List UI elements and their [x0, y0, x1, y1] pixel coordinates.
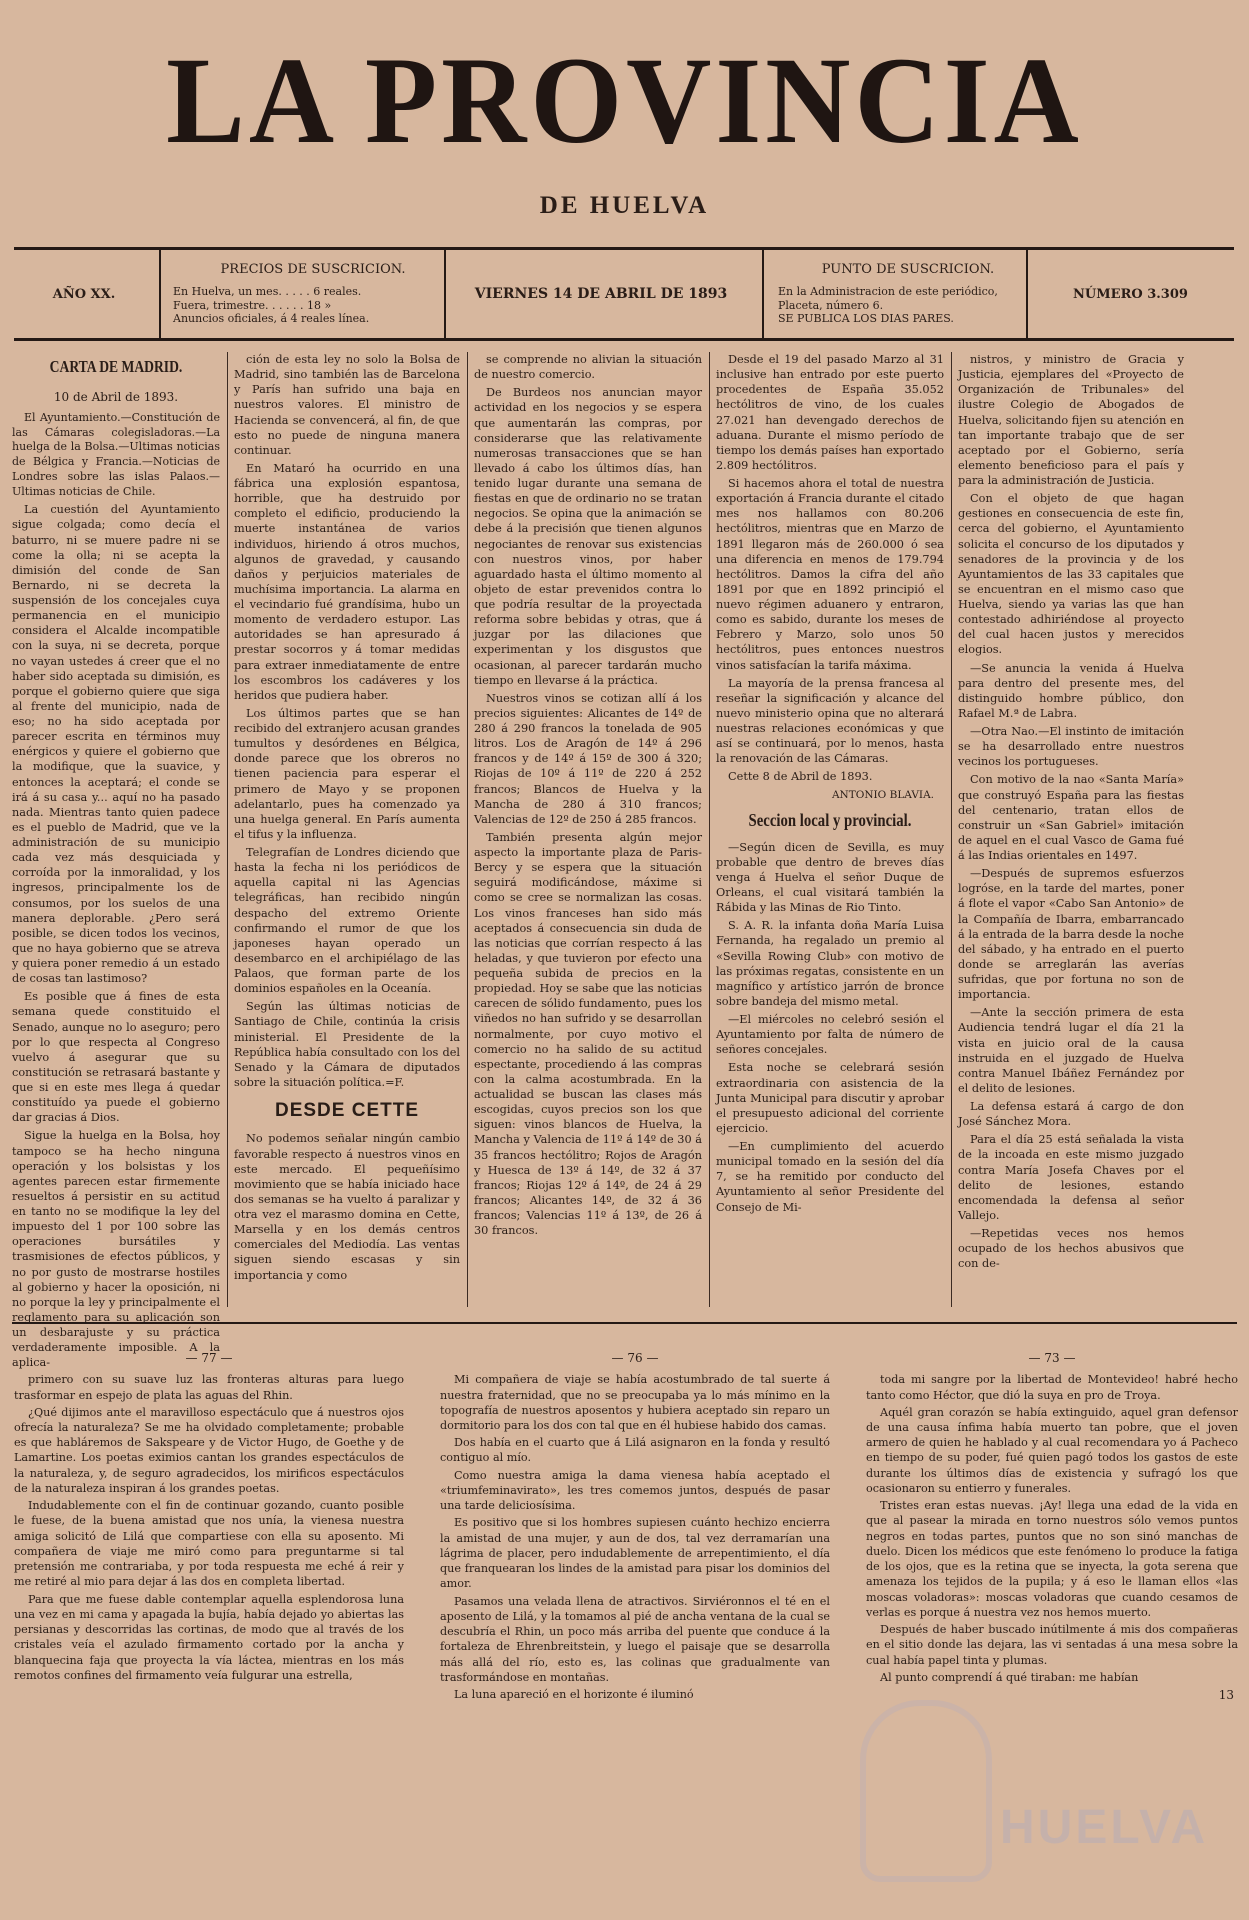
paragraph: Esta noche se celebrará sesión extraordinaria con asistencia de la Junta Municipal para discutir y aprobar el presupuesto adicional del corriente ejercicio.	[716, 1061, 944, 1135]
page-number: — 73 —	[1028, 1351, 1076, 1365]
column-rule	[227, 352, 228, 1307]
paragraph: primero con su suave luz las fronteras alturas para luego trasformar en espejo de plata las aguas del Rhin.	[14, 1373, 404, 1402]
paragraph: S. A. R. la infanta doña María Luisa Fernanda, ha regalado un premio al «Sevilla Rowing Club» con motivo de las próximas regatas, consistente en un magnífico y artístico jarrón de bronce sobre bandeja del mismo metal.	[716, 919, 944, 1008]
column-rule	[951, 352, 952, 1307]
paragraph: Nuestros vinos se cotizan allí á los precios siguientes: Alicantes de 14º de 280 á 290 francos la tonelada de 905 litros. Los de Aragón de 14º á 296 francos y de 14º á 15º de 300 á 320; Riojas de 10º á 11º de 220 á 252 francos; Blancos de Huelva y la Mancha de 280 á 310 francos; Valencias de 12º de 250 á 285 francos.	[474, 691, 702, 826]
paragraph: —Ante la sección primera de esta Audiencia tendrá lugar el día 21 la vista en juicio oral de la causa instruida en el juzgado de Huelva contra Manuel Ibáñez Fernández por el delito de lesiones.	[958, 1006, 1184, 1095]
feuilleton-divider	[12, 1322, 1237, 1324]
paragraph: Indudablemente con el fin de continuar gozando, cuanto posible le fuese, de la buena amistad que nos unía, la vienesa nuestra amiga solicitó de Lilá que compartiese con ella su aposento. Mi compañera de viaje me miró como para preguntarme si tal pretensión me contrariaba, y por toda respuesta me eché á reir y me retiré al mio para dejar á las dos en completa libertad.	[14, 1499, 404, 1589]
column-rule	[709, 352, 710, 1307]
prices-line: En Huelva, un mes. . . . . 6 reales.	[173, 284, 362, 298]
paragraph: Después de haber buscado inútilmente á mis dos compañeras en el sitio donde las dejara, las vi sentadas á una mesa sobre la cual había papel tinta y plumas.	[866, 1623, 1238, 1667]
paragraph: Con el objeto de que hagan gestiones en consecuencia de este fin, cerca del gobierno, el Ayuntamiento solicita el concurso de los diputados y senadores de la provincia y de los Ayuntamientos de las 33 capitales que se encuentran en el mismo caso que Huelva, siendo ya varias las que han contestado adhiriéndose al proyecto del cual hacen justos y merecidos elogios.	[958, 492, 1184, 657]
signature: ANTONIO BLAVIA.	[831, 788, 934, 801]
paragraph: Dos había en el cuarto que á Lilá asignaron en la fonda y resultó contiguo al mío.	[440, 1436, 830, 1465]
paragraph: —Se anuncia la venida á Huelva para dentro del presente mes, del distinguido hombre público, don Rafael M.ª de Labra.	[958, 661, 1184, 720]
paragraph: Con motivo de la nao «Santa María» que construyó España para las fiestas del centenario, tratan ellos de construir un «San Gabriel» imitación de aquel en el cual Vasco de Gama fué á las Indias orientales en 1497.	[958, 773, 1184, 862]
paragraph: También presenta algún mejor aspecto la importante plaza de Paris-Bercy y se espera que la situación seguirá modificándose, máxime si como se cree se normalizan las cosas. Los vinos franceses han sido más aceptados á consecuencia sin duda de las noticias que corrían respecto á las heladas, y que tuvieron por efecto una pequeña subida de precios en la propiedad. Hoy se sabe que las noticias carecen de sólido fundamento, pues los viñedos no han sufrido y se desarrollan normalmente, por cuyo motivo el comercio no ha salido de su actitud espectante, procediendo á las compras con la calma acostumbrada. En la actualidad se buscan las clases más escogidas, cuyos precios son los que siguen: vinos blancos de Huelva, la Mancha y Valencia de 11º á 14º de 30 á 35 francos hectólitro; Rojos de Aragón y Huesca de 13º á 14º, de 32 á 37 francos; Riojas 12º á 14º, de 24 á 29 francos; Alicantes 14º, de 32 á 36 francos; Valencias 11º á 13º, de 26 á 30 francos.	[474, 830, 702, 1238]
article-title: CARTA DE MADRID.	[49, 357, 183, 376]
prices-heading: PRECIOS DE SUSCRICION.	[220, 261, 406, 277]
paragraph: De Burdeos nos anuncian mayor actividad en los negocios y se espera que aumentarán las compras, por considerarse que las relativamente numerosas transacciones que se han llevado á cabo los últimos días, han tenido lugar durante una semana de fiestas en que de ordinario no se tratan negocios. Se opina que la animación se debe á la precisión que tienen algunos negociantes de renovar sus existencias con nuestros vinos, por haber aguardado hasta el último momento al objeto de estar prevenidos contra lo que podría resultar de la proyectada reforma sobre bebidas y otras, que á juzgar por las dilaciones que experimentan y los disgustos que ocasionan, al parecer tardarán mucho tiempo en llevarse á la práctica.	[474, 386, 702, 687]
info-bar	[14, 247, 1234, 341]
paragraph: Para que me fuese dable contemplar aquella esplendorosa luna una vez en mi cama y apagada la bujía, había dejado yo abiertas las persianas y descorridas las cortinas, de modo que al través de los cristales veía el azulado firmamento cortado por la ancha y blanquecina faja que proyecta la vía láctea, mientras en los más remotos confines del firmamento veía fulgurar una estrella,	[14, 1592, 404, 1682]
paragraph: Si hacemos ahora el total de nuestra exportación á Francia durante el citado mes nos hallamos con 80.206 hectólitros, mientras que en Marzo de 1891 llegaron más de 260.000 ó sea una diferencia en menos de 179.794 hectólitros. Damos la cifra del año 1891 por que en 1892 principió el nuevo régimen aduanero y entraron, como es sabido, durante los meses de Febrero y Marzo, solo unos 50 hectólitros, pues entonces nuestros vinos satisfacían la tarifa máxima.	[716, 477, 944, 672]
paragraph: No podemos señalar ningún cambio favorable respecto á nuestros vinos en este mercado. El pequeñísimo movimiento que se había iniciado hace dos semanas se ha vuelto á paralizar y otra vez el marasmo domina en Cette, Marsella y en los demás centros comerciales del Mediodía. Las ventas siguen siendo escasas y sin importancia y como	[234, 1132, 460, 1282]
paragraph: Mi compañera de viaje se había acostumbrado de tal suerte á nuestra fraternidad, que no se preocupaba ya lo más mínimo en la topografía de nuestros aposentos y hubiera aceptado sin reparo un dormitorio para los dos con tal que en él hubiese habido dos camas.	[440, 1373, 830, 1433]
section-title: Seccion local y provincial.	[748, 809, 912, 830]
paragraph: —Después de supremos esfuerzos logróse, en la tarde del martes, poner á flote el vapor «Cabo San Antonio» de la Compañía de Ibarra, embarrancado á la entrada de la barra desde la noche del sábado, y ha entrado en el puerto donde se arreglarán las averías sufridas, que por fortuna no son de importancia.	[958, 867, 1184, 1002]
feuilleton-page-77	[14, 1350, 404, 1870]
masthead-title: LA PROVINCIA	[166, 31, 1083, 170]
article-summary: El Ayuntamiento.—Constitución de las Cámaras colegisladoras.—La huelga de la Bolsa.—Ultimas noticias de Bélgica y Francia.—Noticias de Londres sobre las islas Palaos.—Ultimas noticias de Chile.	[12, 410, 220, 498]
column-3	[474, 352, 702, 1307]
column-rule	[467, 352, 468, 1307]
issue-date: VIERNES 14 DE ABRIL DE 1893	[444, 250, 756, 338]
paragraph: Pasamos una velada llena de atractivos. Sirviéronnos el té en el aposento de Lilá, y la tomamos al pié de ancha ventana de la cual se descubría el Rhin, un poco más arriba del puente que conduce á la fortaleza de Ehrenbreitstein, y luego el paisaje que se desarrolla más allá del río, esto es, las colinas que gradualmente van trasformándose en montañas.	[440, 1594, 830, 1684]
archive-watermark: HUELVA	[1000, 1801, 1209, 1854]
punto-line: SE PUBLICA LOS DIAS PARES.	[778, 312, 954, 326]
paragraph: Como nuestra amiga la dama vienesa había aceptado el «triumfeminavirato», les tres comemos juntos, después de pasar una tarde deliciosísima.	[440, 1468, 830, 1513]
paragraph: ción de esta ley no solo la Bolsa de Madrid, sino también las de Barcelona y París han sufrido una baja en nuestros valores. El ministro de Hacienda se convencerá, al fin, de que esto no puede de ninguna manera continuar.	[234, 353, 460, 457]
paragraph: —El miércoles no celebró sesión el Ayuntamiento por falta de número de señores concejales.	[716, 1013, 944, 1057]
column-5	[958, 352, 1184, 1307]
prices-line: Fuera, trimestre. . . . . . 18 »	[173, 298, 332, 312]
paragraph: Es posible que á fines de esta semana quede constituido el Senado, aunque no lo aseguro; pero por lo que respecta al Congreso vuelvo á asegurar que su constitución se retrasará bastante y que si en este mes llega á quedar constituído ya puede el gobierno dar gracias á Dios.	[12, 990, 220, 1125]
year-label: AÑO XX.	[52, 286, 116, 302]
paragraph: nistros, y ministro de Gracia y Justicia, ejemplares del «Proyecto de Organización de Tribunales» del ilustre Colegio de Abogados de Huelva, solicitando fijen su atención en tan importante trabajo que de ser aceptado por el Gobierno, sería elemento beneficioso para el país y para la administración de Justicia.	[958, 353, 1184, 487]
paragraph: Tristes eran estas nuevas. ¡Ay! llega una edad de la vida en que al pasear la mirada en torno nuestros sólo vemos puntos negros en todas partes, puntos que no son sinó manchas de duelo. Dicen los médicos que este fenómeno lo produce la fatiga de los ojos, que es la retina que se inyecta, la gota serena que amenaza los tejidos de la pupila; y á eso le llaman ellos «las moscas voladoras»: moscas voladoras que cuando cesamos de verlas es porque á nuestra vez nos hemos muerto.	[866, 1499, 1238, 1619]
paragraph: —Repetidas veces nos hemos ocupado de los hechos abusivos que con de-	[958, 1227, 1184, 1271]
prices-line: Anuncios oficiales, á 4 reales línea.	[173, 312, 370, 326]
paragraph: Según las últimas noticias de Santiago de Chile, continúa la crisis ministerial. El Presidente de la República había consultado con los del Senado y la Cámara de diputados sobre la situación política.=F.	[234, 1000, 460, 1089]
column-2	[234, 352, 460, 1307]
paragraph: Sigue la huelga en la Bolsa, hoy tampoco se ha hecho ninguna operación y los bolsistas y los agentes parecen estar firmemente resueltos á persistir en su actitud en tanto no se modifique la ley del impuesto del 1 por 100 sobre las operaciones bursátiles y trasmisiones de efectos públicos, y no por gusto de mostrarse hostiles al gobierno y hacer la oposición, ni no porque la ley y principalmente el reglamento para su aplicación son un desbarajuste y su práctica verdaderamente imposible. A la aplica-	[12, 1129, 220, 1370]
column-4	[716, 352, 944, 1307]
paragraph: Aquél gran corazón se había extinguido, aquel gran defensor de una causa ínfima había muerto tan pobre, que el joven armero de quien he hablado y al cual recomendara yo á Pacheco en tiempo de su poder, fué quien pagó todos los gastos de este durante los últimos días de existencia y sufragó los que ocasionaron su entierro y funerales.	[866, 1405, 1238, 1495]
paragraph: Los últimos partes que se han recibido del extranjero acusan grandes tumultos y desórdenes en Bélgica, donde parece que los obreros no tienen paciencia para esperar el primero de Mayo y se proponen adelantarlo, pues ha comenzado ya una huelga general. En París aumenta el tifus y la influenza.	[234, 706, 460, 841]
issue-number: NÚMERO 3.309	[1026, 250, 1233, 338]
paragraph: Telegrafían de Londres diciendo que hasta la fecha ni los periódicos de aquella capital ni las Agencias telegráficas, han recibido ningún despacho del extremo Oriente confirmando el rumor de que los japoneses hayan operado un desembarco en el archipiélago de las Palaos, que forman parte de los dominios españoles en la Oceanía.	[234, 846, 460, 996]
paragraph: Es positivo que si los hombres supiesen cuánto hechizo encierra la amistad de una mujer, y aun de dos, tal vez derramarían una lágrima de placer, pero indudablemente de arrepentimiento, el día que franquearan los lindes de la amistad para pisar los dominios del amor.	[440, 1516, 830, 1591]
page-number: — 77 —	[185, 1351, 233, 1365]
punto-line: Placeta, número 6.	[778, 298, 884, 312]
paragraph: ¿Qué dijimos ante el maravilloso espectáculo que á nuestros ojos ofrecía la naturaleza? Se me ha olvidado completamente; probable es que habláremos de Sakspeare y de Victor Hugo, de Goethe y de Lamartine. Los poetas eximios cantan los grandes espectáculos de la naturaleza, y, de seguro agradecidos, los mirificos espectáculos de la naturaleza inspiran á los grandes poetas.	[14, 1405, 404, 1495]
section-title: DESDE CETTE	[274, 1100, 420, 1121]
subscription-point	[762, 250, 1038, 338]
paragraph: Al punto comprendí á qué tiraban: me habían	[880, 1670, 1139, 1684]
page-number: — 76 —	[611, 1351, 659, 1365]
paragraph: Desde el 19 del pasado Marzo al 31 inclusive han entrado por este puerto procedentes de España 35.052 hectólitros de vino, de los cuales 27.021 han devengado derechos de aduana. Durante el mismo período de tiempo los demás países han exportado 2.809 hectólitros.	[716, 353, 944, 472]
archive-seal-icon	[860, 1700, 992, 1882]
paragraph: —Otra Nao.—El instinto de imitación se ha desarrollado entre nuestros vecinos los portugueses.	[958, 725, 1184, 769]
paragraph: —En cumplimiento del acuerdo municipal tomado en la sesión del día 7, se ha remitido por conducto del Ayuntamiento al señor Presidente del Consejo de Mi-	[716, 1140, 944, 1214]
feuilleton-page-76	[440, 1350, 830, 1870]
paragraph: La mayoría de la prensa francesa al reseñar la significación y alcance del nuevo ministerio opina que no alterará nuestras relaciones económicas y que así se continuará, por lo menos, hasta la renovación de las Cámaras.	[716, 676, 944, 766]
paragraph: Para el día 25 está señalada la vista de la incoada en este mismo juzgado contra María Josefa Chaves por el delito de lesiones, estando encomendada la defensa al señor Vallejo.	[958, 1133, 1184, 1222]
paragraph: Cette 8 de Abril de 1893.	[728, 770, 873, 784]
article-date: 10 de Abril de 1893.	[53, 389, 179, 404]
paragraph: se comprende no alivian la situación de nuestro comercio.	[474, 353, 702, 382]
punto-heading: PUNTO DE SUSCRICION.	[821, 261, 995, 277]
paragraph: En Mataró ha ocurrido en una fábrica una explosión espantosa, horrible, que ha destruido por completo el edificio, produciendo la muerte instantánea de varios individuos, hiriendo á otros muchos, algunos de gravedad, y causando daños y perjuicios materiales de muchísima importancia. La alarma en el vecindario fué grandísima, hubo un momento de verdadero estupor. Las autoridades se han apresurado á prestar socorros y á tomar medidas para extraer inmediatamente de entre los escombros los cadáveres y los heridos que pudiera haber.	[234, 461, 460, 702]
paragraph: La luna apareció en el horizonte é iluminó	[454, 1688, 694, 1701]
footer-page-number: 13	[1218, 1688, 1234, 1702]
subscription-prices	[159, 250, 453, 338]
paragraph: toda mi sangre por la libertad de Montevideo! habré hecho tanto como Héctor, que dió la suya en pro de Troya.	[866, 1373, 1238, 1402]
paragraph: La defensa estará á cargo de don José Sánchez Mora.	[958, 1100, 1184, 1129]
punto-line: En la Administracion de este periódico,	[778, 284, 998, 298]
masthead-subtitle: DE HUELVA	[539, 192, 710, 219]
paragraph: La cuestión del Ayuntamiento sigue colgada; como decía el baturro, ni se muere padre ni se come la olla; ni se acepta la dimisión del conde de San Bernardo, ni se decreta la suspensión de los concejales cuya permanencia en el municipio considera el Alcalde incompatible con la suya, ni se decreta, porque no vayan ustedes á creer que el no haber sido aceptada su dimisión, es porque el gobierno quiere que siga al frente del municipio, nada de eso; no ha sido aceptada por parecer escrita en términos muy enérgicos y quiere el gobierno que la modifique, que la suavice, y entonces la aceptará; el conde se irá á su casa y... aquí no ha pasado nada. Mientras tanto quien padece es el pueblo de Madrid, que ve la administración de su municipio cada vez más desquiciada y corroída por la inmoralidad, y los ingresos, principalmente los de consumos, por los suelos de una manera deplorable. ¿Pero será posible, se dicen todos los vecinos, que no haya gobierno que se atreva y quiera poner remedio á un estado de cosas tan lastimoso?	[12, 503, 220, 986]
paragraph: —Según dicen de Sevilla, es muy probable que dentro de breves días venga á Huelva el señor Duque de Orleans, el cual visitará también la Rábida y las Minas de Rio Tinto.	[716, 840, 944, 915]
